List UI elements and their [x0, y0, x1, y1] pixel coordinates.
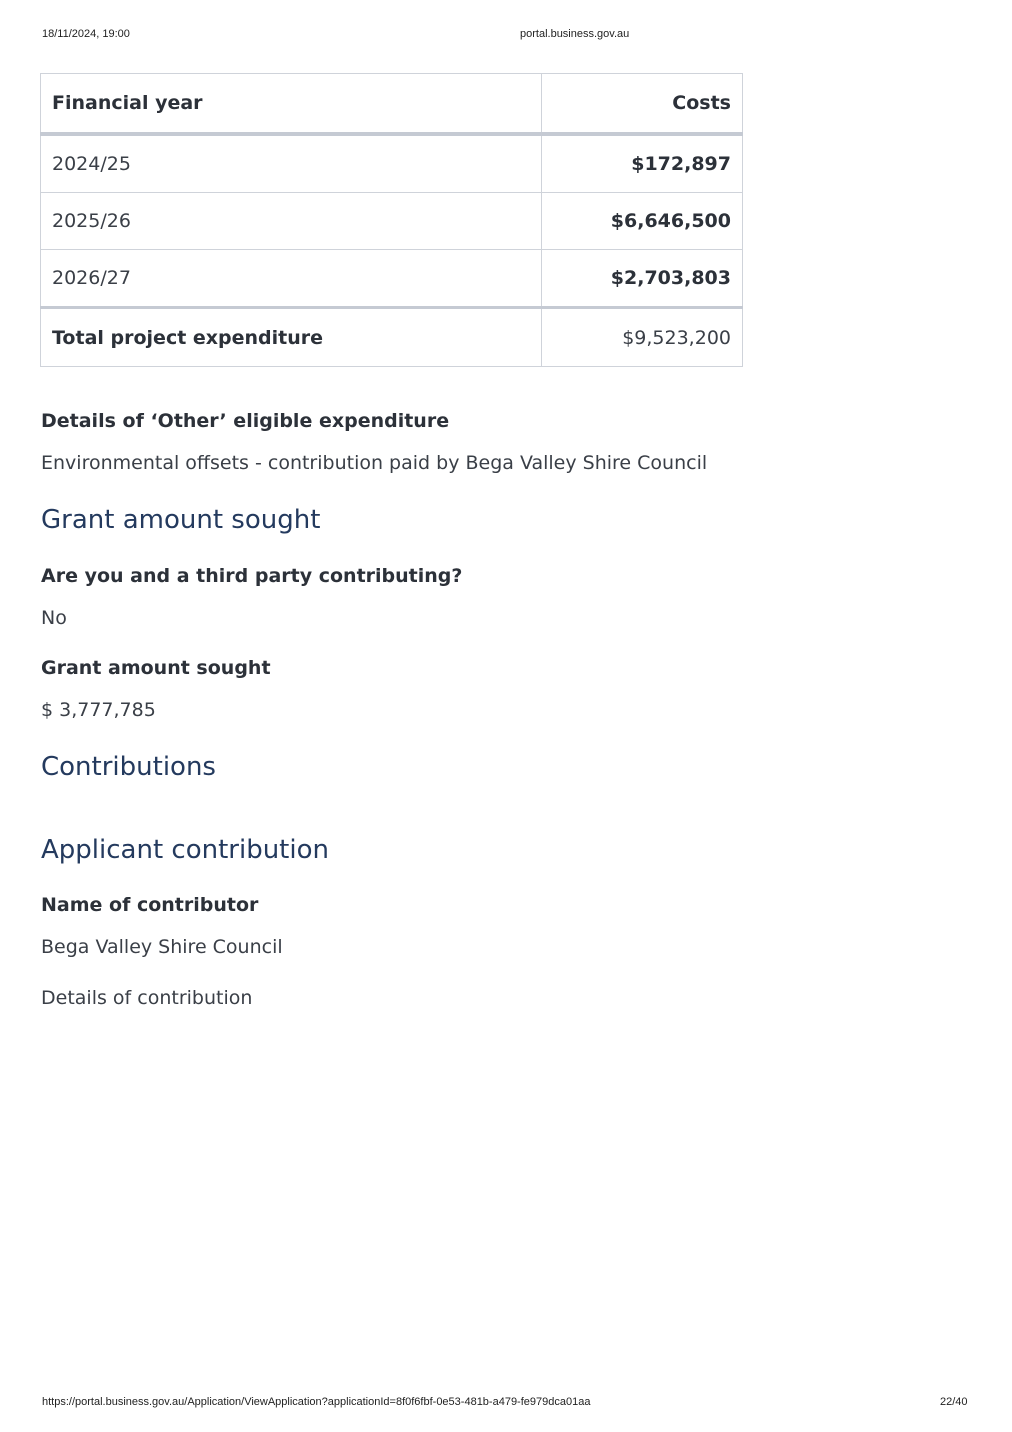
contributor-name-value: Bega Valley Shire Council — [41, 936, 283, 958]
header-costs: Costs — [542, 74, 743, 135]
table-row — [41, 134, 743, 193]
total-label: Total project expenditure — [41, 308, 542, 367]
row-cost: $172,897 — [542, 134, 743, 193]
print-site: portal.business.gov.au — [520, 28, 630, 40]
print-url: https://portal.business.gov.au/Application/ViewApplication?applicationId=8f0f6fbf-0e53-481b-a479-fe979dca01aa — [42, 1396, 591, 1408]
applicant-contribution-heading: Applicant contribution — [41, 835, 329, 865]
table-row — [41, 193, 743, 250]
total-row — [41, 308, 743, 367]
row-year: 2025/26 — [41, 193, 542, 250]
contribution-details-label: Details of contribution — [41, 987, 253, 1009]
costs-table — [40, 73, 743, 367]
other-expenditure-value: Environmental offsets - contribution paid by Bega Valley Shire Council — [41, 452, 708, 474]
grant-amount-value: $ 3,777,785 — [41, 699, 156, 721]
row-cost: $6,646,500 — [542, 193, 743, 250]
table-row — [41, 250, 743, 308]
print-datetime: 18/11/2024, 19:00 — [42, 28, 130, 40]
contributor-name-label: Name of contributor — [41, 894, 259, 916]
total-value: $9,523,200 — [542, 308, 743, 367]
costs-header-row — [41, 74, 743, 135]
contributions-heading: Contributions — [41, 752, 216, 782]
page-number: 22/40 — [940, 1396, 968, 1408]
other-expenditure-label: Details of ‘Other’ eligible expenditure — [41, 410, 450, 432]
row-year: 2024/25 — [41, 134, 542, 193]
row-year: 2026/27 — [41, 250, 542, 308]
row-cost: $2,703,803 — [542, 250, 743, 308]
grant-section-heading: Grant amount sought — [41, 505, 321, 535]
grant-amount-label: Grant amount sought — [41, 657, 271, 679]
third-party-value: No — [41, 607, 67, 629]
header-financial-year: Financial year — [41, 74, 542, 135]
third-party-label: Are you and a third party contributing? — [41, 565, 463, 587]
